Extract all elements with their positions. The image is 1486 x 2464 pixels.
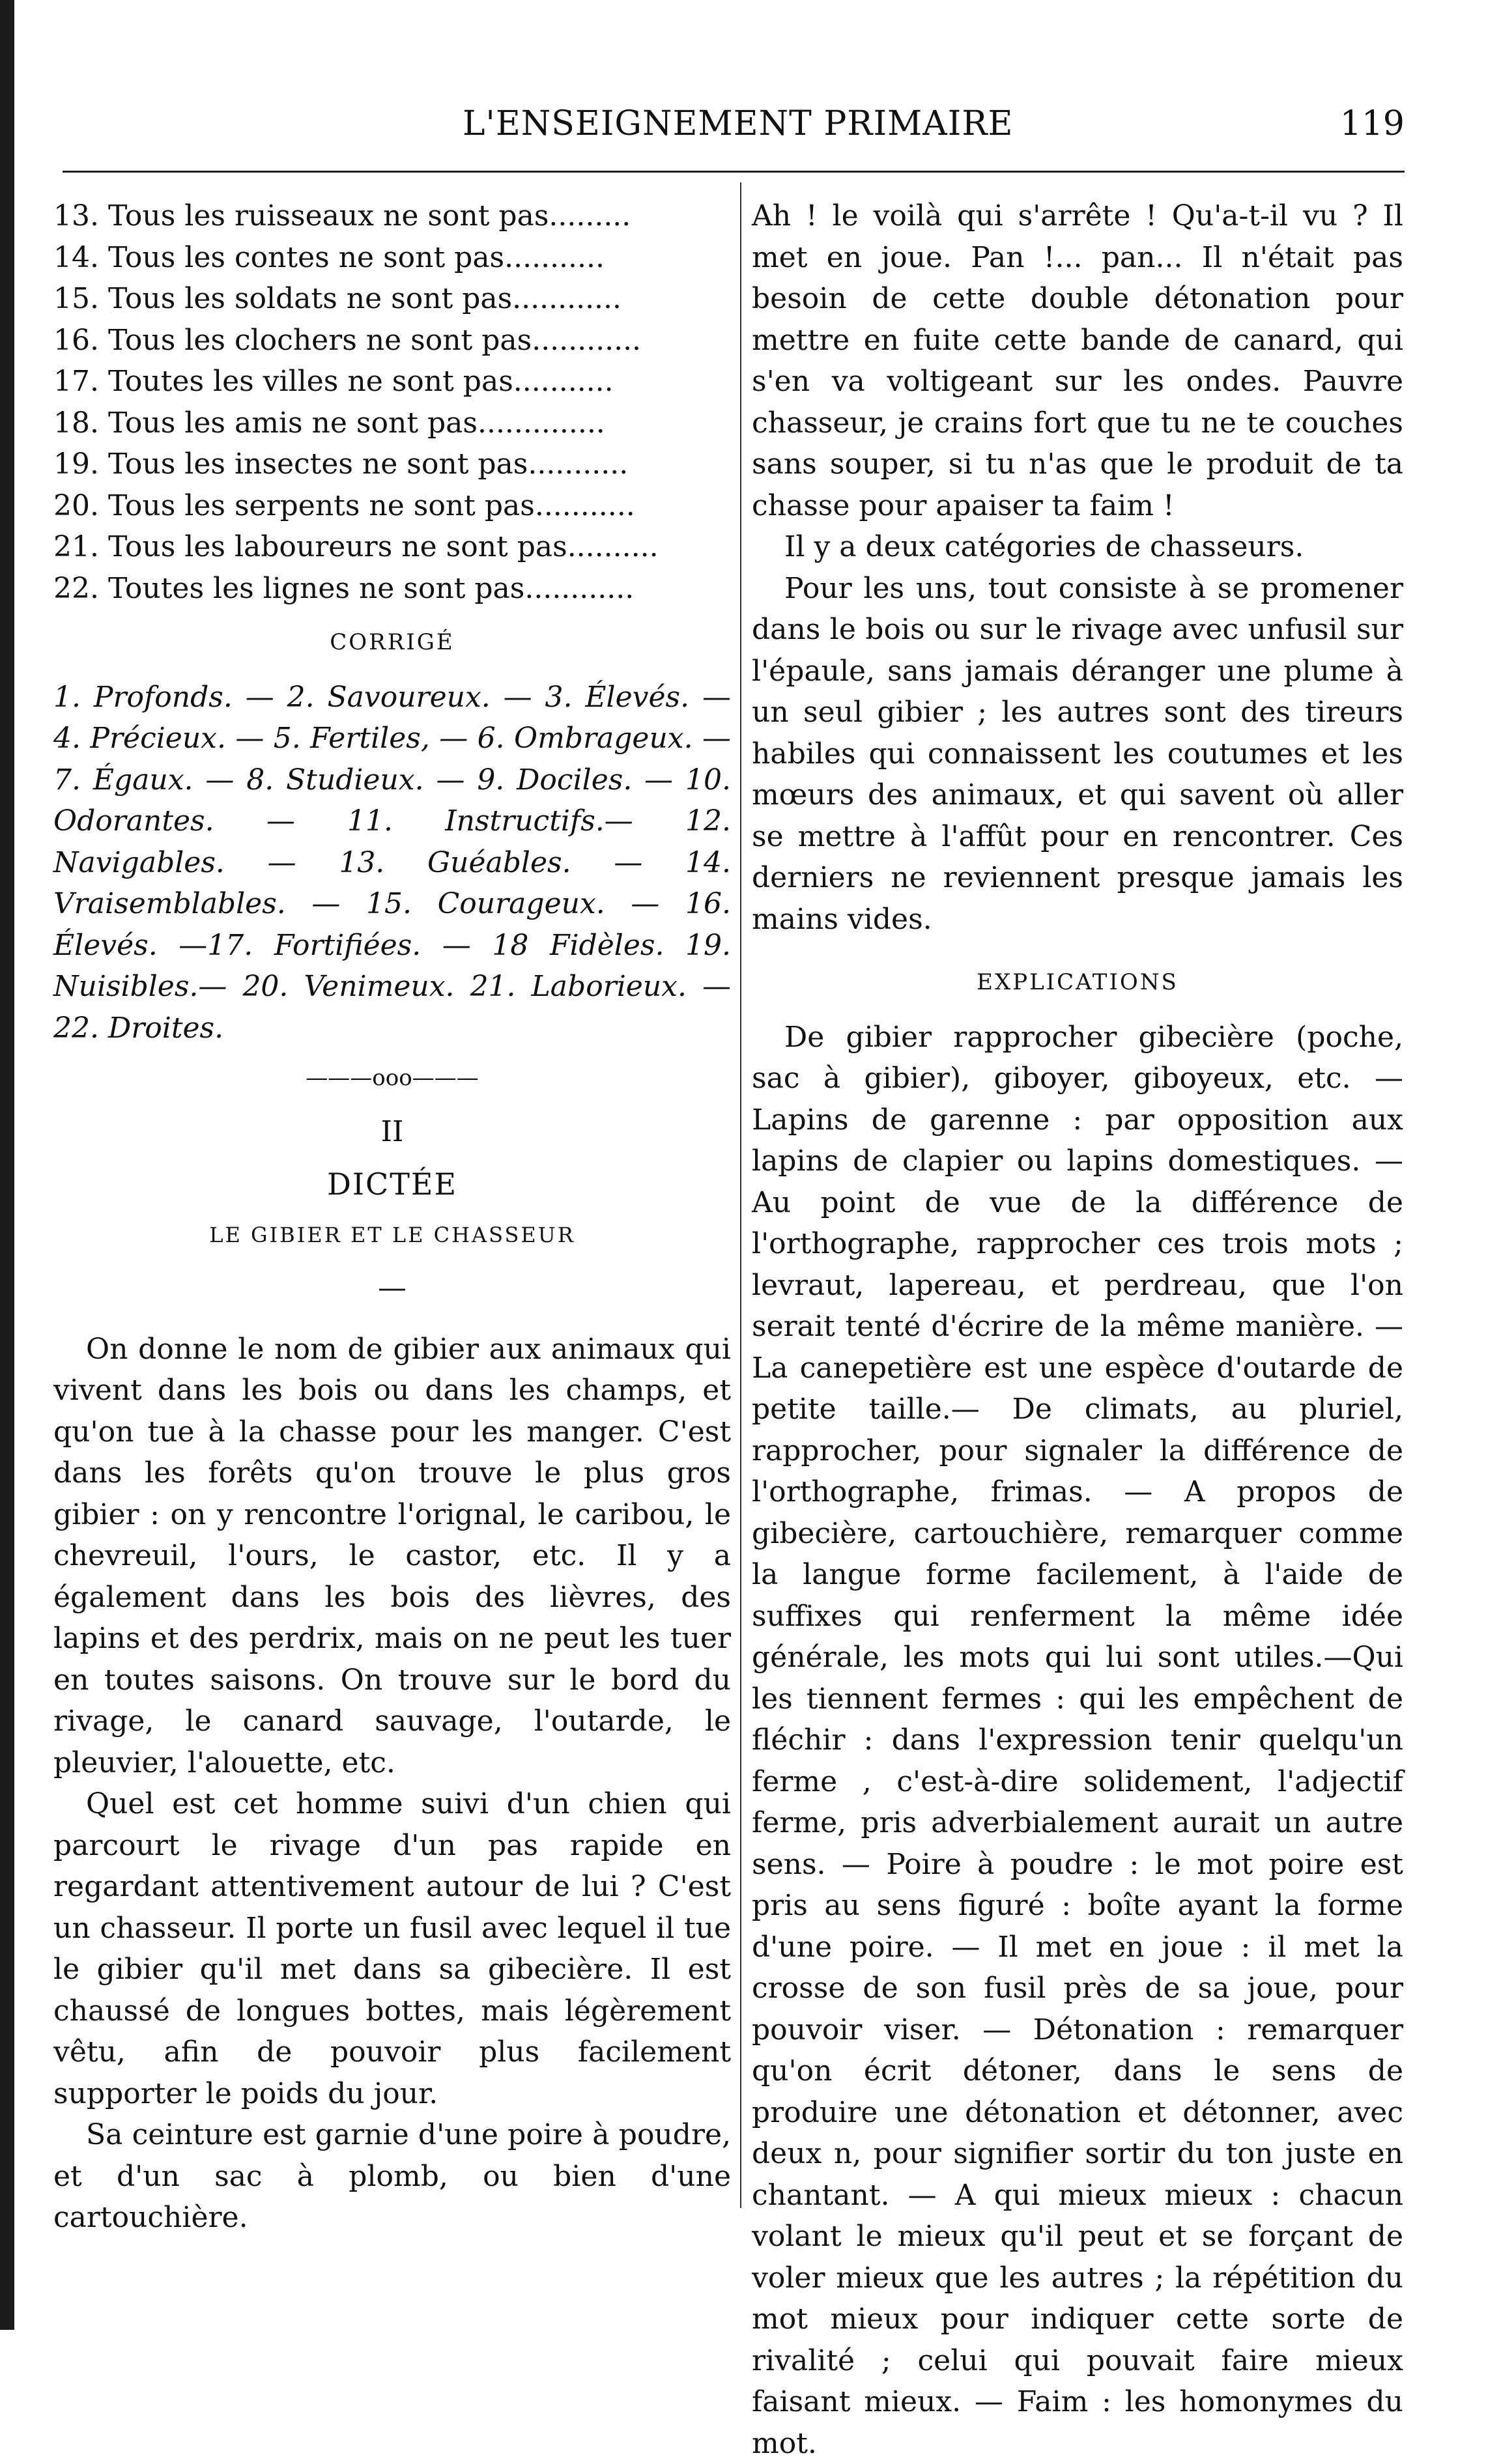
exercise-line: 13. Tous les ruisseaux ne sont pas.........: [53, 195, 731, 237]
left-column: [53, 195, 731, 2239]
right-column: [752, 195, 1403, 2464]
paragraph: On donne le nom de gibier aux animaux qui vivent dans les bois ou dans les champs, et qu'on tue à la chasse pour les manger. C'est dans les forêts qu'on trouve le plus gros gibier : on y rencontre l'orignal, le caribou, le chevreuil, l'ours, le castor, etc. Il y a également dans les bois des lièvres, des lapins et des perdrix, mais on ne peut les tuer en toutes saisons. On trouve sur le bord du rivage, le canard sauvage, l'outarde, le pleuvier, l'alouette, etc.: [53, 1329, 731, 1784]
exercise-line: 20. Tous les serpents ne sont pas...........: [53, 485, 731, 527]
exercise-line: 18. Tous les amis ne sont pas..............: [53, 403, 731, 444]
section-number: II: [53, 1111, 731, 1153]
paragraph: Pour les uns, tout consiste à se promener dans le bois ou sur le rivage avec unfusil sur l'épaule, sans jamais déranger une plume à un seul gibier ; les autres sont des tireurs habiles qui connaissent les coutumes et les mœurs des animaux, et qui savent où aller se mettre à l'affût pour en rencontrer. Ces derniers ne reviennent presque jamais les mains vides.: [752, 568, 1403, 941]
corrige-heading: CORRIGÉ: [53, 622, 731, 664]
exercise-line: 17. Toutes les villes ne sont pas...........: [53, 361, 731, 403]
exercise-line: 19. Tous les insectes ne sont pas...........: [53, 444, 731, 485]
exercise-line: 14. Tous les contes ne sont pas...........: [53, 237, 731, 279]
paragraph: Il y a deux catégories de chasseurs.: [752, 526, 1403, 568]
running-title: L'ENSEIGNEMENT PRIMAIRE: [463, 104, 1013, 143]
exercise-line: 15. Tous les soldats ne sont pas............: [53, 278, 731, 320]
explications-text: De gibier rapprocher gibecière (poche, sac à gibier), giboyer, giboyeux, etc. — Lapins de garenne : par opposition aux lapins de clapier ou lapins domestiques. — Au point de vue de la différence de l'orthographe, rapprocher ces trois mots ; levraut, lapereau, et perdreau, que l'on serait tenté d'écrire de la même manière. — La canepetière est une espèce d'outarde de petite taille.— De climats, au pluriel, rapprocher, pour signaler la différence de l'orthographe, frimas. — A propos de gibecière, cartouchière, remarquer comme la langue forme facilement, à l'aide de suffixes qui renferment la même idée générale, les mots qui lui sont utiles.—Qui les tiennent fermes : qui les empêchent de fléchir : dans l'expression tenir quelqu'un ferme , c'est-à-dire solidement, l'adjectif ferme, pris adverbialement aurait un autre sens. — Poire à poudre : le mot poire est pris au sens figuré : boîte ayant la forme d'une poire. — Il met en joue : il met la crosse de son fusil près de sa joue, pour pouvoir viser. — Détonation : remarquer qu'on écrit détoner, dans le sens de produire une détonation et détonner, avec deux n, pour signifier sortir du ton juste en chantant. — A qui mieux mieux : chacun volant le mieux qu'il peut et se forçant de voler mieux que les autres ; la répétition du mot mieux pour indiquer cette sorte de rivalité ; celui qui pouvait faire mieux faisant mieux. — Faim : les homonymes du mot.: [752, 1017, 1403, 2464]
page-header: [63, 104, 1405, 156]
paragraph: Quel est cet homme suivi d'un chien qui parcourt le rivage d'un pas rapide en regardant attentivement autour de lui ? C'est un chasseur. Il porte un fusil avec lequel il tue le gibier qu'il met dans sa gibecière. Il est chaussé de longues bottes, mais légèrement vêtu, afin de pouvoir plus facilement supporter le poids du jour.: [53, 1783, 731, 2114]
page-number: 119: [1340, 104, 1405, 143]
dictation-title: LE GIBIER ET LE CHASSEUR: [53, 1215, 731, 1256]
title-dash: —: [53, 1267, 731, 1309]
paragraph: Sa ceinture est garnie d'une poire à poudre, et d'un sac à plomb, ou bien d'une cartouchière.: [53, 2114, 731, 2239]
explications-heading: EXPLICATIONS: [752, 962, 1403, 1004]
corrige-text: 1. Profonds. — 2. Savoureux. — 3. Élevés. — 4. Précieux. — 5. Fertiles, — 6. Ombrageux. — 7. Égaux. — 8. Studieux. — 9. Dociles. — 10. Odorantes. — 11. Instructifs.— 12. Navigables. — 13. Guéables. — 14. Vraisemblables. — 15. Courageux. — 16. Élevés. —17. Fortifiées. — 18 Fidèles. 19. Nuisibles.— 20. Venimeux. 21. Laborieux. — 22. Droites.: [53, 677, 731, 1049]
column-divider: [740, 182, 741, 2208]
exercise-line: 16. Tous les clochers ne sont pas............: [53, 320, 731, 361]
header-rule: [63, 171, 1405, 173]
paragraph: Ah ! le voilà qui s'arrête ! Qu'a-t-il vu ? Il met en joue. Pan !... pan... Il n'était pas besoin de cette double détonation pour mettre en fuite cette bande de canard, qui s'en va voltigeant sur les ondes. Pauvre chasseur, je crains fort que tu ne te couches sans souper, si tu n'as que le produit de ta chasse pour apaiser ta faim !: [752, 195, 1403, 526]
section-title: DICTÉE: [53, 1164, 731, 1206]
book-spine-edge: [0, 0, 14, 2330]
exercise-line: 22. Toutes les lignes ne sont pas............: [53, 568, 731, 610]
ornament-separator: ———ooo———: [53, 1058, 731, 1099]
exercise-line: 21. Tous les laboureurs ne sont pas..........: [53, 526, 731, 568]
